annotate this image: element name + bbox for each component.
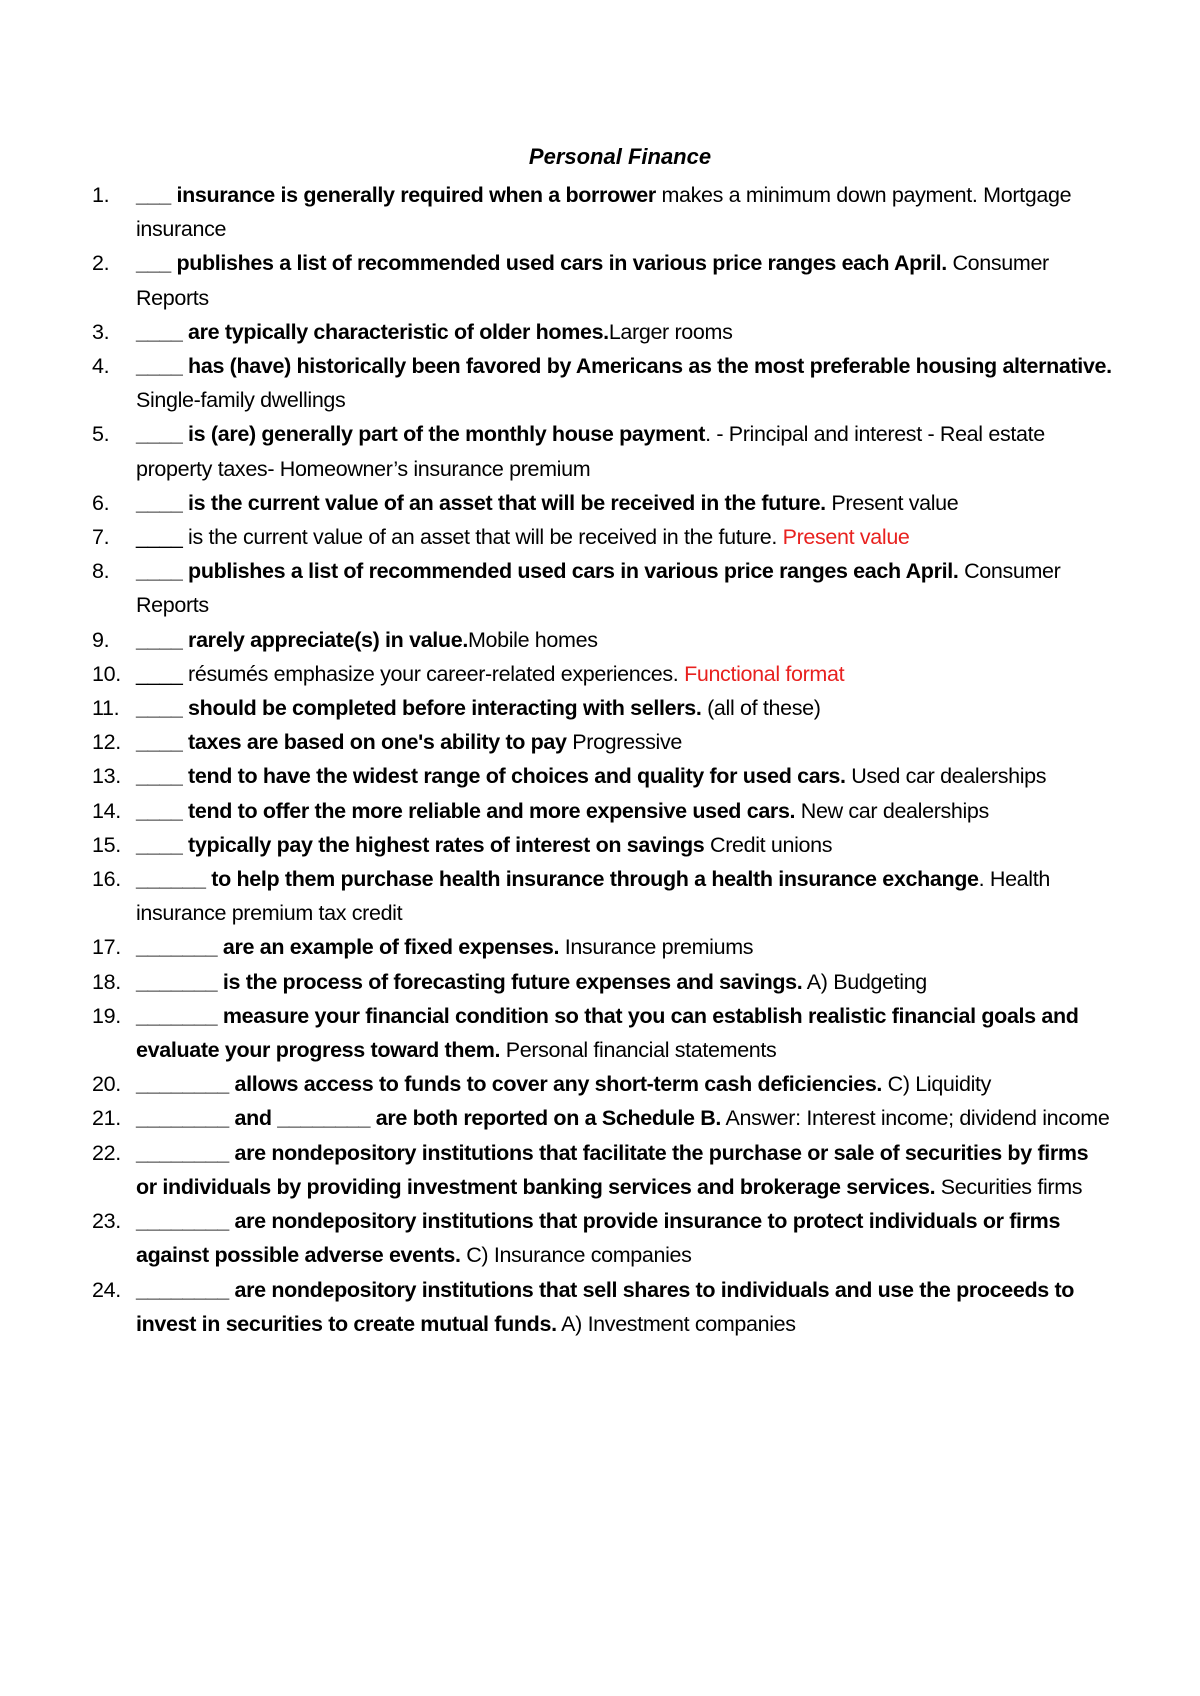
answer-text: . - Principal and interest - Real estate property taxes- Homeowner’s insurance premium	[136, 422, 1045, 481]
question-number: 3.	[92, 319, 110, 344]
question-number: 14.	[92, 798, 121, 823]
question-text: ____ should be completed before interacting with sellers.	[136, 696, 702, 721]
question-number: 6.	[92, 490, 110, 515]
question-text: ___ publishes a list of recommended used cars in various price ranges each April.	[136, 251, 947, 276]
answer-text: C) Liquidity	[882, 1072, 992, 1097]
question-text: ____ typically pay the highest rates of interest on savings	[136, 832, 705, 857]
question-number: 13.	[92, 764, 121, 789]
question-text: _______ measure your financial condition so that you can establish realistic financial goals and evaluate your progress toward them.	[136, 1003, 1079, 1063]
question-item	[92, 246, 1112, 314]
question-number: 8.	[92, 559, 110, 584]
answer-text: A) Budgeting	[802, 969, 927, 994]
question-list	[92, 178, 1112, 1341]
answer-text: New car dealerships	[795, 798, 989, 823]
answer-text: Mobile homes	[467, 627, 598, 652]
question-number: 17.	[92, 935, 121, 960]
question-item	[92, 417, 1112, 485]
answer-text: A) Investment companies	[556, 1311, 796, 1336]
question-item	[92, 930, 1112, 964]
answer-text: Insurance premiums	[559, 935, 754, 960]
answer-text: . Health insurance premium tax credit	[136, 867, 1050, 926]
question-text: ____ rarely appreciate(s) in value.	[136, 627, 468, 652]
question-text: ________ allows access to funds to cover any short-term cash deficiencies.	[136, 1072, 883, 1097]
question-item	[92, 965, 1112, 999]
answer-text: Present value	[825, 490, 959, 515]
question-number: 20.	[92, 1072, 121, 1097]
question-text: _______ are an example of fixed expenses.	[136, 935, 560, 960]
question-item	[92, 1273, 1112, 1341]
question-number: 4.	[92, 354, 110, 379]
question-item	[92, 1067, 1112, 1101]
document-title: Personal Finance	[528, 144, 712, 169]
question-text: ____ has (have) historically been favored by Americans as the most preferable housing alternative.	[136, 354, 1112, 379]
question-number: 11.	[92, 696, 120, 721]
question-text: ____ is the current value of an asset that will be received in the future.	[136, 525, 783, 550]
question-text: makes a minimum down payment. Mortgage insurance	[136, 183, 1072, 242]
question-number: 22.	[92, 1140, 121, 1165]
question-item	[92, 178, 1112, 246]
question-number: 2.	[92, 251, 110, 276]
question-item	[92, 1101, 1112, 1135]
answer-text: Progressive	[566, 730, 682, 755]
question-text: ________ are nondepository institutions that provide insurance to protect individuals or firms against possible adverse events.	[136, 1209, 1061, 1268]
answer-text: Personal financial statements	[500, 1038, 777, 1063]
question-text: ______ to help them purchase health insurance through a health insurance exchange	[136, 867, 979, 892]
question-number: 24.	[92, 1277, 121, 1302]
question-number: 18.	[92, 969, 121, 994]
question-number: 7.	[92, 525, 110, 550]
question-number: 16.	[92, 867, 121, 892]
question-item	[92, 349, 1112, 417]
answer-text: C) Insurance companies	[460, 1243, 692, 1268]
question-text: ___ insurance is generally required when a borrower	[136, 183, 656, 207]
answer-text: Consumer Reports	[136, 559, 1061, 618]
answer-text: Used car dealerships	[845, 764, 1047, 789]
answer-text: Securities firms	[935, 1174, 1083, 1199]
question-item	[92, 486, 1112, 520]
question-item	[92, 794, 1112, 828]
answer-text: Answer: Interest income; dividend income	[721, 1106, 1110, 1131]
question-number: 15.	[92, 832, 121, 857]
question-text: ____ are typically characteristic of older homes.	[136, 319, 609, 344]
question-item	[92, 759, 1112, 793]
question-text: ____ tend to have the widest range of choices and quality for used cars.	[136, 764, 846, 789]
question-text: ____ is (are) generally part of the monthly house payment	[136, 422, 706, 447]
question-text: ________ are nondepository institutions that facilitate the purchase or sale of securities by firms or individuals by providing investment banking services and brokerage services.	[136, 1140, 1089, 1199]
answer-text: Credit unions	[704, 832, 833, 857]
question-number: 10.	[92, 661, 121, 686]
question-text: ____ résumés emphasize your career-related experiences.	[136, 661, 685, 686]
answer-text: Single-family dwellings	[136, 388, 346, 413]
question-number: 19.	[92, 1003, 121, 1028]
question-item	[92, 315, 1112, 349]
question-number: 1.	[92, 183, 110, 207]
question-item	[92, 554, 1112, 622]
answer-text: Consumer Reports	[136, 251, 1049, 310]
question-number: 9.	[92, 627, 110, 652]
answer-text-highlighted: Functional format	[684, 661, 845, 686]
question-number: 5.	[92, 422, 110, 447]
question-text: ________ are nondepository institutions that sell shares to individuals and use the proceeds to invest in securities to create mutual funds.	[136, 1277, 1075, 1336]
question-number: 21.	[92, 1106, 121, 1131]
question-number: 23.	[92, 1209, 121, 1234]
question-item	[92, 657, 1112, 691]
question-item	[92, 999, 1112, 1067]
answer-text: Larger rooms	[608, 319, 733, 344]
question-item	[92, 725, 1112, 759]
question-item	[92, 1204, 1112, 1272]
question-number: 12.	[92, 730, 121, 755]
question-text: ____ tend to offer the more reliable and more expensive used cars.	[136, 798, 796, 823]
question-text: ________ and ________ are both reported on a Schedule B.	[136, 1106, 722, 1131]
question-item	[92, 520, 1112, 554]
question-item	[92, 691, 1112, 725]
question-text: ____ is the current value of an asset that will be received in the future.	[136, 490, 826, 515]
question-text: ____ publishes a list of recommended used cars in various price ranges each April.	[136, 559, 959, 584]
question-text: _______ is the process of forecasting future expenses and savings.	[136, 969, 803, 994]
question-item	[92, 828, 1112, 862]
question-item	[92, 862, 1112, 930]
question-item	[92, 623, 1112, 657]
answer-text-highlighted: Present value	[782, 525, 910, 550]
question-item	[92, 1136, 1112, 1204]
question-text: ____ taxes are based on one's ability to pay	[136, 730, 567, 755]
answer-text: (all of these)	[701, 696, 821, 721]
